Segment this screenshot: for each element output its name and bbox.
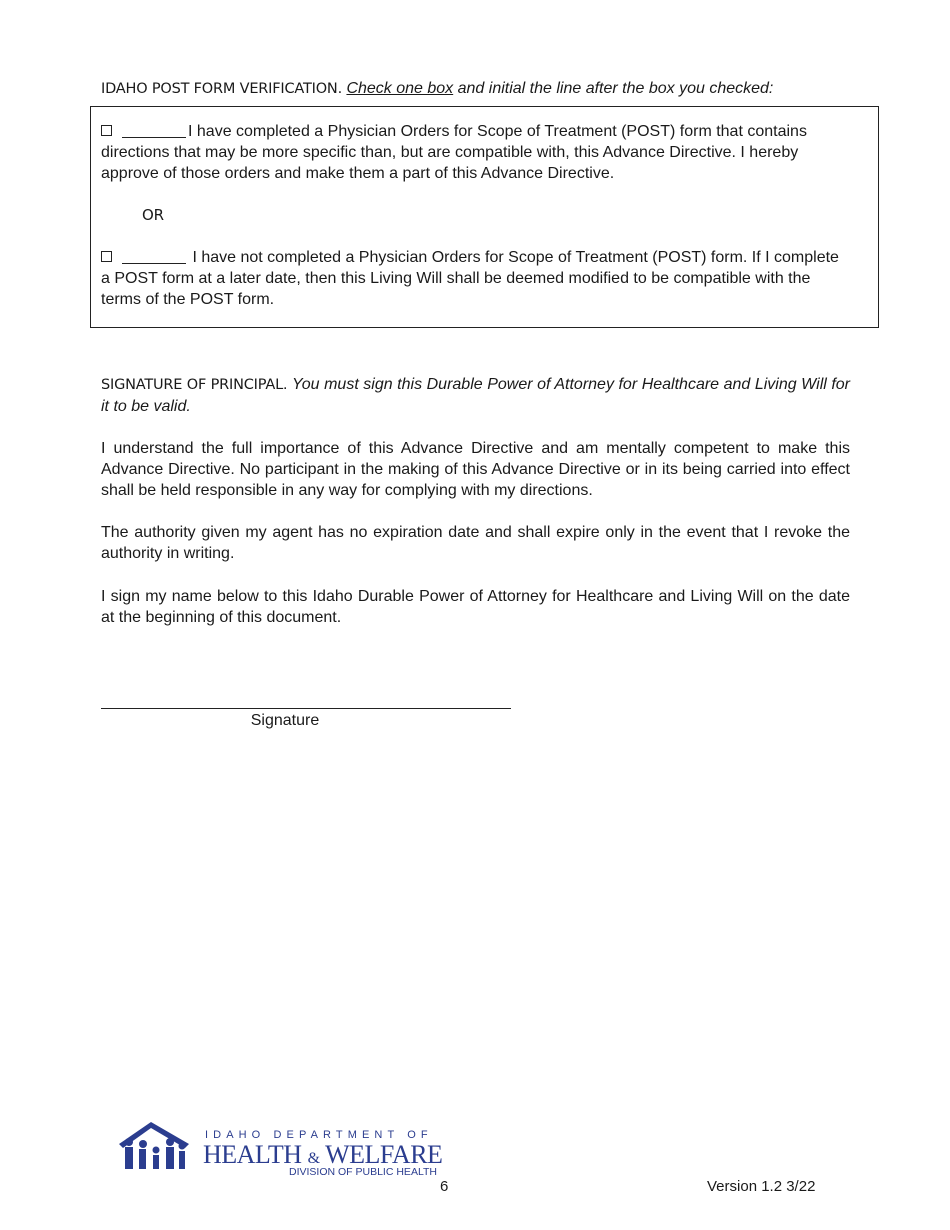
signature-principal-heading: SIGNATURE OF PRINCIPAL. You must sign this Durable Power of Attorney for Healthcare and Living Will for it to be valid. [101, 376, 851, 415]
page-number: 6 [440, 1178, 449, 1195]
post-instruction-rest: and initial the line after the box you checked: [453, 80, 774, 97]
post-option-not-completed [101, 247, 841, 310]
competence-paragraph: I understand the full importance of this Advance Directive and am mentally competent to make this Advance Directive. No participant in the making of this Advance Directive or in its being carried into effect shall be held responsible in any way for complying with my directions. [101, 440, 850, 499]
logo-ampersand: & [307, 1150, 320, 1167]
authority-paragraph: The authority given my agent has no expiration date and shall expire only in the event that I revoke the authority in writing. [101, 524, 850, 562]
signature-line[interactable] [101, 708, 511, 709]
logo-division-text: DIVISION OF PUBLIC HEALTH [289, 1166, 437, 1178]
signature-heading-italic: You must sign this Durable Power of Attorney for Healthcare and Living Will for it to be valid. [101, 376, 851, 415]
checkbox-post-completed[interactable] [101, 125, 112, 136]
or-label: OR [142, 206, 164, 224]
logo-welfare-word: WELFARE [325, 1140, 443, 1169]
post-instruction-underlined: Check one box [346, 80, 454, 97]
post-verification-box [90, 106, 879, 328]
initials-line-post-not-completed[interactable] [122, 249, 186, 264]
version-label: Version 1.2 3/22 [707, 1178, 816, 1195]
sign-name-paragraph: I sign my name below to this Idaho Durable Power of Attorney for Healthcare and Living Will on the date at the beginning of this document. [101, 588, 850, 626]
signature-heading-label: SIGNATURE OF PRINCIPAL [101, 377, 283, 393]
idhw-logo [115, 1120, 443, 1180]
initials-line-post-completed[interactable] [122, 123, 186, 138]
checkbox-post-not-completed[interactable] [101, 251, 112, 262]
family-house-icon [115, 1120, 195, 1178]
logo-health-word: HEALTH [203, 1140, 302, 1169]
post-heading-label: IDAHO POST FORM VERIFICATION. [101, 81, 342, 97]
post-option-not-completed-text: I have not completed a Physician Orders for Scope of Treatment (POST) form. If I complete a POST form at a later date, then this Living Will shall be deemed modified to be compatible with the terms of the POST form. [101, 249, 839, 308]
logo-department-text: IDAHO DEPARTMENT OF [205, 1129, 433, 1141]
post-verification-heading [101, 78, 891, 100]
signature-label: Signature [250, 712, 320, 729]
post-option-completed-text: I have completed a Physician Orders for Scope of Treatment (POST) form that contains directions that may be more specific than, but are compatible with, this Advance Directive. I hereby approve of those orders and make them a part of this Advance Directive. [101, 123, 807, 182]
post-option-completed [101, 121, 841, 184]
